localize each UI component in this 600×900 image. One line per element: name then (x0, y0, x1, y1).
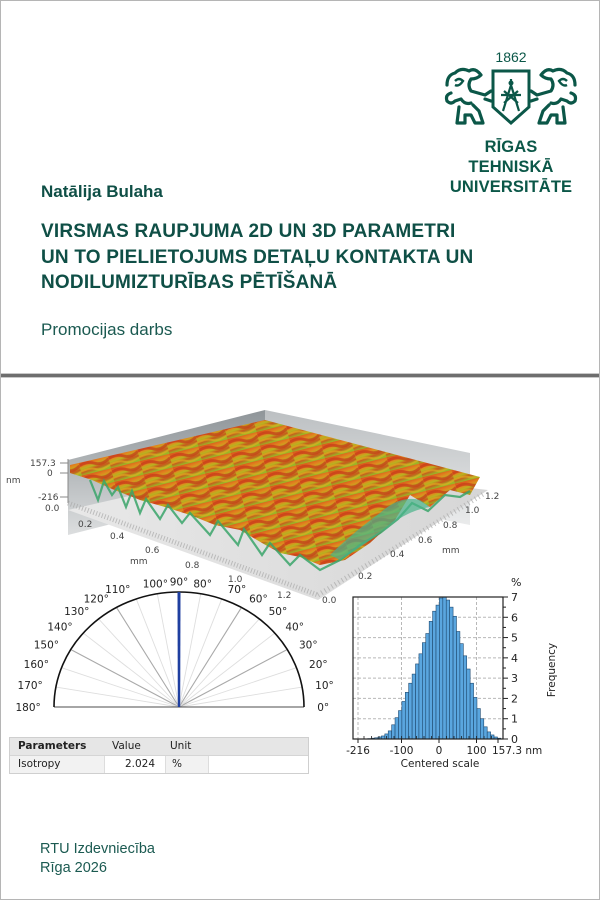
y-tick-label: 6 (511, 611, 518, 625)
histogram-bar (419, 654, 422, 739)
footer (40, 840, 155, 878)
y-tick-label: 3 (511, 672, 518, 686)
histogram-bar (477, 709, 480, 739)
thesis-title (41, 219, 473, 296)
histogram-bar (453, 616, 456, 739)
dominant-direction-line (178, 592, 181, 707)
z-axis-unit: nm (6, 476, 21, 486)
university-name (441, 137, 581, 197)
histogram-bar (443, 597, 446, 739)
x-tick-label: 100 (466, 745, 487, 757)
histogram-bar (470, 683, 473, 739)
parameter-value: 2.024 (104, 756, 166, 773)
histogram-bar (392, 725, 395, 739)
y-axis-unit: % (511, 576, 522, 589)
histogram-bar (388, 731, 391, 739)
title-line: VIRSMAS RAUPJUMA 2D UN 3D PARAMETRI (41, 221, 456, 242)
z-tick-label: -216 (38, 493, 59, 503)
histogram-bar (412, 674, 415, 739)
histogram-bar (467, 669, 470, 739)
angle-label: 130° (64, 605, 90, 618)
x-tick-label: 0.6 (145, 546, 160, 556)
angle-label: 80° (193, 578, 212, 591)
x-axis-label: mm (130, 557, 148, 567)
histogram-bar (474, 697, 477, 739)
y-tick-label: 0.8 (443, 521, 458, 531)
coat-of-arms-icon (441, 45, 581, 137)
y-tick-label: 1 (511, 712, 518, 726)
angle-label: 120° (83, 593, 109, 606)
angle-label: 140° (47, 621, 73, 634)
y-axis-label: mm (442, 546, 460, 556)
angle-label: 20° (309, 659, 328, 672)
y-tick-label: 1.0 (465, 506, 480, 516)
z-tick-label: 157.3 (30, 459, 56, 469)
document-type: Promocijas darbs (41, 320, 173, 339)
parameters-table (9, 737, 309, 774)
histogram-bar (429, 621, 432, 739)
x-axis-label: Centered scale (400, 758, 480, 770)
angle-label: 170° (17, 680, 43, 693)
angle-label: 50° (268, 605, 288, 618)
angle-label: 60° (249, 593, 268, 606)
y-tick-label: 2 (511, 692, 518, 706)
z-tick-label: 0 (47, 469, 53, 479)
section-divider (1, 373, 599, 378)
founding-year: 1862 (495, 49, 527, 65)
y-tick-label: 0 (511, 733, 518, 746)
parameter-unit: % (166, 756, 209, 773)
y-tick-label: 0.0 (322, 596, 337, 606)
histogram-bar (395, 718, 398, 739)
rtu-logo (441, 45, 581, 196)
histogram-bar (450, 607, 453, 739)
title-line: UN TO PIELIETOJUMS DETAĻU KONTAKTA UN (41, 246, 474, 268)
histogram-bar (433, 611, 436, 739)
histogram-bar (409, 683, 412, 739)
x-tick-label: 0.8 (185, 561, 200, 571)
university-name-line-2: UNIVERSITĀTE (449, 178, 573, 196)
column-header: Parameters (18, 740, 87, 752)
x-tick-label: 157.3 nm (492, 745, 543, 757)
histogram-bar (480, 719, 483, 739)
y-tick-label: 0.6 (418, 536, 433, 546)
angle-label: 90° (169, 576, 189, 589)
publisher: RTU Izdevniecība (40, 841, 155, 857)
university-name-line-1: RĪGAS TEHNISKĀ (468, 138, 554, 176)
direction-polar-plot (15, 576, 334, 715)
place-year: Rīga 2026 (40, 860, 107, 876)
histogram-bar (416, 664, 419, 739)
y-axis-label: Frequency (546, 642, 558, 698)
angle-label: 0° (317, 702, 330, 714)
histogram-bar (398, 711, 401, 739)
histogram-bar (487, 732, 490, 739)
angle-label: 150° (33, 639, 60, 652)
histogram-bar (405, 692, 408, 739)
histogram-bar (436, 605, 439, 739)
histogram-bar (460, 644, 463, 739)
angle-label: 180° (15, 702, 41, 714)
histogram-bar (456, 631, 459, 739)
histogram-bar (463, 656, 466, 739)
x-tick-label: -100 (389, 745, 414, 757)
x-tick-label: 0.2 (78, 520, 93, 530)
histogram-bar (426, 634, 429, 739)
x-tick-label: 0.4 (110, 532, 125, 542)
y-tick-label: 4 (511, 651, 518, 665)
angle-label: 10° (315, 680, 334, 693)
angle-label: 70° (227, 584, 247, 597)
x-tick-label: -216 (346, 745, 370, 757)
author-name: Natālija Bulaha (41, 182, 163, 201)
angle-label: 100° (142, 578, 168, 591)
y-tick-label: 1.2 (485, 492, 500, 502)
angle-label: 110° (105, 584, 131, 597)
histogram-bar (446, 600, 449, 739)
x-tick-label: 0.0 (45, 504, 60, 514)
y-tick-label: 0.2 (358, 572, 373, 582)
table-row (10, 755, 308, 773)
x-tick-label: 1.2 (277, 591, 292, 601)
column-header: Value (112, 740, 141, 752)
histogram-bar (402, 701, 405, 739)
column-header: Unit (170, 740, 192, 752)
height-distribution-histogram (330, 570, 570, 770)
table-header-row (10, 738, 308, 755)
x-tick-label: 0 (435, 745, 443, 757)
parameter-name: Isotropy (18, 758, 61, 770)
angle-label: 40° (285, 621, 304, 634)
histogram-bar (422, 643, 425, 739)
title-line: NODILUMIZTURĪBAS PĒTĪŠANĀ (41, 272, 338, 293)
y-tick-label: 5 (511, 631, 518, 645)
histogram-bar (439, 598, 442, 739)
y-tick-label: 0.4 (390, 550, 405, 560)
x-tick-label: 1.0 (228, 575, 243, 585)
angle-label: 30° (298, 639, 318, 652)
angle-label: 160° (23, 659, 49, 672)
y-tick-label: 7 (511, 591, 518, 604)
